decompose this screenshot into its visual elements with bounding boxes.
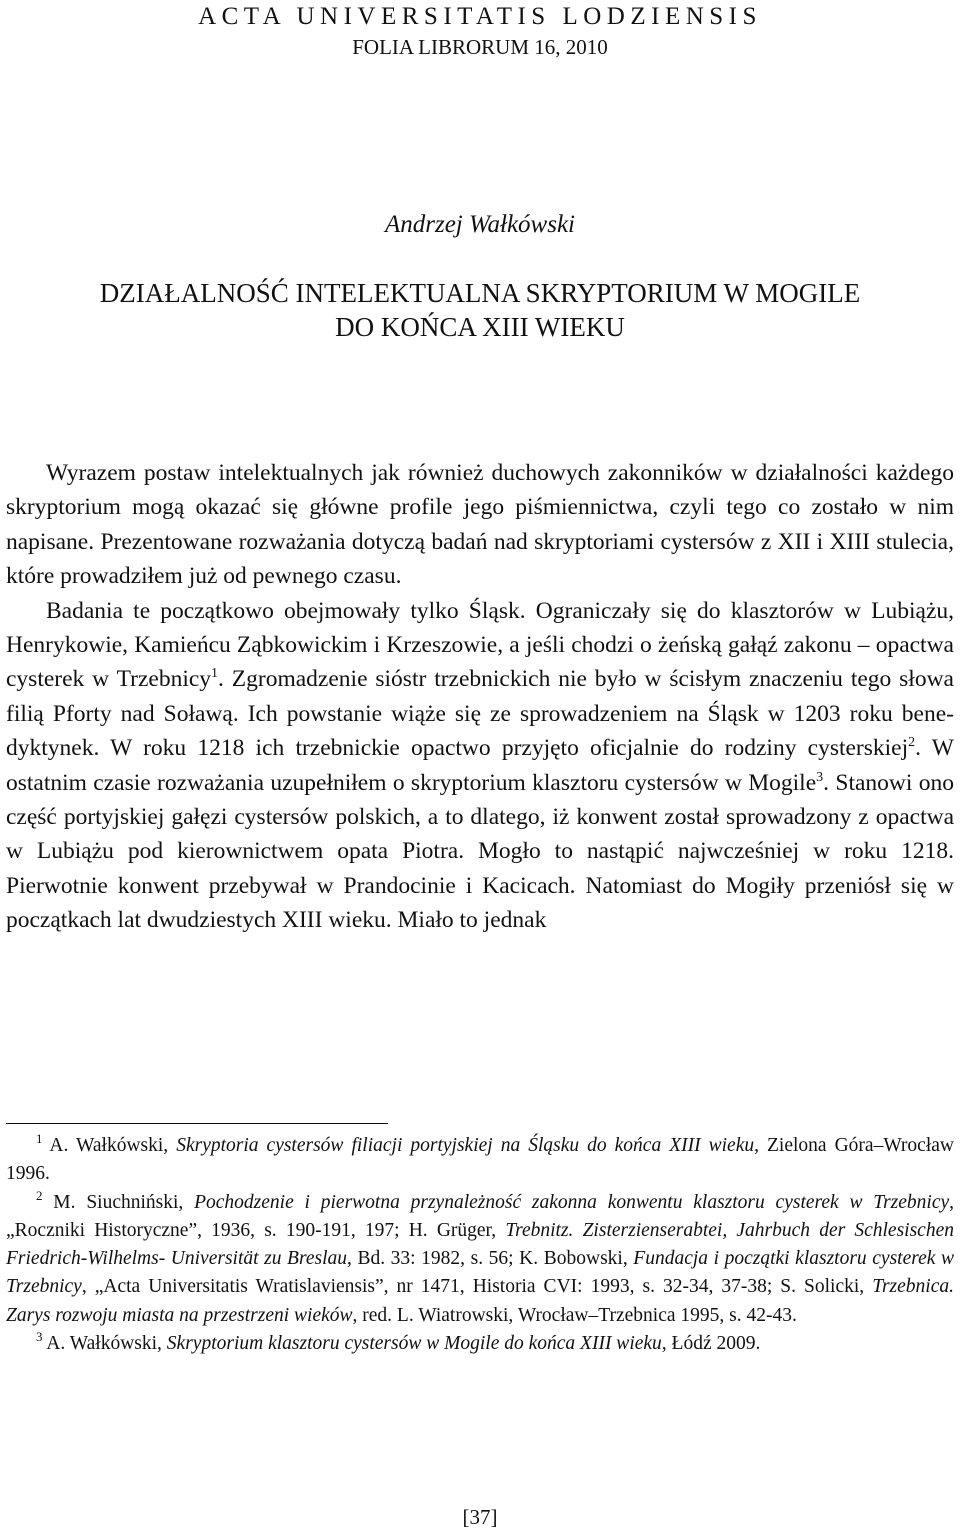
footnote-2-work-title-2: Trebnitz. Zisterzienserabtei, Jahrbuch der Schlesischen Friedrich-Wilhelms- Universität zu Breslau [6, 1219, 954, 1270]
footnote-1-text-end: , Zielona Góra–Wrocław 1996. [6, 1135, 954, 1185]
paragraph-2-text-b: . Zgromadzenie sióstr trzebnickich nie było w ścisłym znaczeniu tego słowa filią Pforty nad Soławą. Ich powstanie wiąże się ze sprowadzeniem na Śląsk w 1203 roku benedyktynek. W roku 1218 ich trzebnickie opactwo przyjęto oficjalnie do rodziny cysterskiej [6, 666, 954, 762]
footnote-2-text-3: , Bd. 33: 1982, s. 56; K. Bobowski, [347, 1248, 634, 1270]
footnote-3-text: A. Wałkówski, [42, 1333, 167, 1355]
footnote-1-number: 1 [36, 1131, 43, 1146]
footnote-ref-2[interactable]: 2 [908, 735, 916, 751]
footnote-1-work-title: Skryptoria cystersów filiacji portyjskiej na Śląsku do końca XIII wieku [176, 1135, 755, 1156]
main-text [6, 456, 954, 938]
footnote-2-work-title-1: Pochodzenie i pierwotna przynależność zakonna konwentu klasztoru cysterek w Trzebnicy [194, 1191, 950, 1213]
paragraph-1: Wyrazem postaw intelektualnych jak również duchowych zakonników w działalności każdego skryptorium mogą okazać się główne profile jego piśmiennictwa, czyli tego co zostało w nim napisane. Prezentowane rozważania dotyczą badań nad skryptoriami cystersów z XII i XIII stulecia, które prowadziłem już od pewnego czasu. [6, 460, 954, 590]
footnote-3-work-title: Skryptorium klasztoru cystersów w Mogile do końca XIII wieku [166, 1333, 662, 1355]
footnote-1 [6, 1132, 954, 1189]
footnote-1-text: A. Wałkówski, [42, 1135, 177, 1156]
author-name: Andrzej Wałkówski [384, 211, 576, 238]
footnote-2-text-4: , „Acta Universitatis Wratislaviensis”, nr 1471, Historia CVI: 1993, s. 32-34, 37-38; S. Solicki, [81, 1276, 873, 1298]
paragraph-2 [6, 594, 954, 938]
footnote-ref-3[interactable]: 3 [816, 769, 824, 785]
series-header: FOLIA LIBRORUM 16, 2010 [352, 35, 608, 59]
paragraph-2-text-c: . W ostatnim czasie rozważania uzupełniłem o skryptorium klasztoru cystersów w Mogile [6, 735, 954, 796]
paragraph-2-text-a: Badania te początkowo obejmowały tylko Śląsk. Ograniczały się do klasztorów w Lubiążu, Henrykowie, Kamieńcu Ząbkowickim i Krzeszowie, a jeśli chodzi o żeńską gałąź zakonu – opactwa cysterek w Trzebnicy [6, 597, 954, 693]
journal-header: ACTA UNIVERSITATIS LODZIENSIS [198, 3, 762, 30]
footnote-2-text-2: , „Roczniki Historyczne”, 1936, s. 190-191, 197; H. Grüger, [6, 1191, 955, 1241]
footnote-3-text-end: , Łódź 2009. [661, 1333, 761, 1355]
footnote-2 [6, 1189, 954, 1330]
paragraph-2-text-d: . Stanowi ono część portyjskiej gałęzi cystersów polskich, a to dlatego, iż konwent został sprowadzony z opactwa w Lubiążu pod kierownictwem opata Piotra. Mogło to nastąpić najwcześniej w roku 1218. Pierwotnie konwent przebywał w Prandocinie i Kacicach. Natomiast do Mogiły przeniósł się w początkach lat dwudziestych XIII wieku. Miało to jednak [6, 769, 954, 934]
footnote-2-work-title-4: Trzebnica. Zarys rozwoju miasta na przestrzeni wieków [6, 1276, 954, 1326]
footnote-3 [6, 1330, 954, 1358]
footnote-2-text: M. Siuchniński, [42, 1191, 195, 1213]
article-title-line-2: DO KOŃCA XIII WIEKU [335, 312, 625, 342]
footnote-separator [6, 1123, 388, 1124]
footnote-2-work-title-3: Fundacja i początki klasztoru cysterek w Trzebnicy [6, 1248, 954, 1298]
footnotes [6, 1132, 954, 1358]
article-title-line-1: DZIAŁALNOŚĆ INTELEKTUALNA SKRYPTORIUM W MOGILE [99, 278, 861, 308]
footnote-ref-1[interactable]: 1 [211, 666, 219, 682]
page-number: [37] [462, 1505, 498, 1529]
footnote-3-number: 3 [36, 1329, 43, 1345]
footnote-2-text-5: , red. L. Wiatrowski, Wrocław–Trzebnica 1995, s. 42-43. [352, 1304, 797, 1326]
footnote-2-number: 2 [36, 1187, 43, 1203]
article-title [0, 276, 960, 344]
